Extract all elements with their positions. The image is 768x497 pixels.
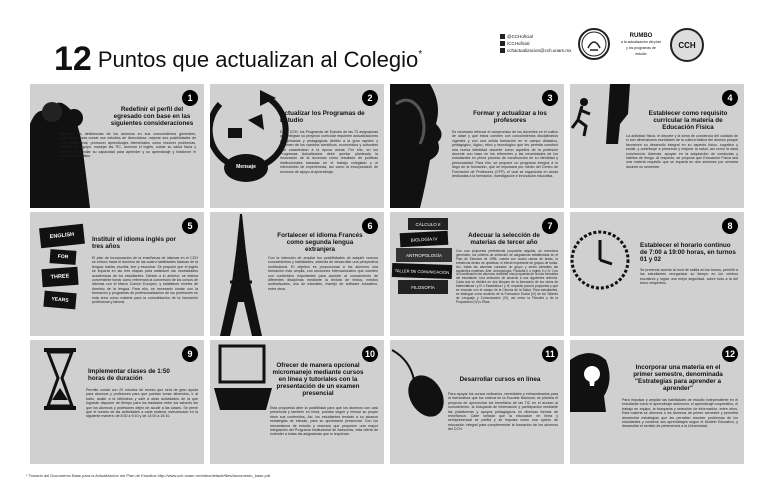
title-text: Puntos que actualizan al Colegio (97, 47, 419, 72)
tile-5 (30, 212, 204, 336)
tile-heading: Redefinir el perfil del egresado con base en las siguientes consideraciones (110, 106, 194, 127)
tile-body: Para impulsar y ampliar las habilidades de estudio independiente en el estudiante como el aprendizaje autónomo, el aprendizaje cooperativo, el trabajo en equipo, la búsqueda y selección de información, entre otros. Esta materia se ofrecerá a los alumnos de primer semestre y permitirá desarrollar estrategias que les permitan resolver problemas de los estudiantes y construir sus aprendizajes según el Modelo Educativo, y desarrollar el sentido de pertenencia a la Universidad. (622, 398, 738, 429)
card-years: YEARS (43, 291, 76, 310)
sep-logo (578, 28, 610, 60)
social-facebook[interactable]: /CCHoficial (500, 40, 571, 47)
card-english: ENGLISH (39, 224, 85, 248)
page-title (54, 40, 422, 79)
tile-heading: Establecer el horario continuo de 7:00 a 19:00 horas, en turnos 01 y 02 (640, 242, 736, 263)
tile-9 (30, 340, 204, 464)
book-taller: TALLER DE COMUNICACIÓN (392, 263, 452, 279)
runner-icon (572, 98, 590, 136)
title-number: 12 (54, 40, 92, 78)
points-grid (30, 84, 748, 462)
twitter-icon (500, 34, 505, 39)
tile-number-badge: 11 (542, 346, 558, 362)
tile-number-badge: 4 (722, 90, 738, 106)
tile-number-badge: 10 (362, 346, 378, 362)
tile-2 (210, 84, 384, 208)
tile-number-badge: 7 (542, 218, 558, 234)
social-links (500, 33, 571, 54)
book-filosofia: FILOSOFÍA (398, 280, 448, 294)
title-asterisk: * (418, 49, 423, 60)
rumbo-logo: RUMBO a la actualización del plan y los programas de estudio (620, 33, 662, 56)
card-for: FOR (50, 249, 77, 265)
tile-number-badge: 6 (362, 218, 378, 234)
tile-7 (390, 212, 564, 336)
tile-number-badge: 8 (722, 218, 738, 234)
tile-heading: Instituir el idioma inglés por tres años (92, 236, 176, 250)
folder-icon (248, 114, 264, 130)
tile-heading: Adecuar la selección de materias de tercer año (468, 232, 540, 246)
book-icon (228, 128, 242, 138)
cch-logo: CCH (670, 28, 704, 62)
tile-body: Con una propuesta preferencial propuesta seguida, se menciona generales: los criterios de selección de asignaturas establecidas en el Plan de Estudios de 1996, cuenta con cuatro ramas de áreas, la existencia dentro de optativas, el efecto importante de grupos de todas. Así, todas las alumnas cursarán un grupo y serán variantes las siguientes materias: Arte: Antropología, Filosofía II o Inglés II o IV. Con la coordinación de alumnos recibirán una propuesta de la ruta formativa del estudiante. Una selección de acuerdo a sus siguientes criterios. Cada una se dividirá en dos bloques de la formación de los ciclos de Matemáticas I y III o Estadística I y III, requisito para la propuesta y que se vinculan con el campo de la Ciencia de la Salud. Para estudiantes, se distingue como acuerdo de la Formación Social (IV) de los Talleres de Lenguaje y Comunicación (IV), así como la Filosofía y de la Proposición (IV) u Ética. (456, 249, 558, 304)
tile-6 (210, 212, 384, 336)
tile-body: Permite contar con 20 minutos de receso que será de gran ayuda para alumnos y profesores para que puedan tomar alimentos, ir al baño, asistir a la biblioteca y salir a otras actividades de la que lograrán disponer de tiempo para los traslados entre los salones sin que los alumnos y profesores dejen de acudir a las clases. Se prevé que el horario de las actividades a cada materia, estructurado en la siguiente manera: de 8:30 a 9:10 y de 14:00 a 15:10. (86, 388, 198, 419)
social-twitter[interactable]: @CCHoficial (500, 33, 571, 40)
tile-body: Es necesario reforzar el compromiso de los docentes en el cultivo de clase y que éstos cuenten con conocimientos disciplinarios vigentes y con una sólida formación en el campo didáctico, pedagógico, lógico, ético y tecnológico que les permita construir una nueva identidad docente como aquellos de la profesión docente con base en los referentes y las necesidades de los estudiantes en plena proceso de construcción de su identidad y personalidad. Para ello, se propone un programa integral a lo largo de la formación, que se impulsará por medio del Centro de Formación de Profesores (CFP), el cual se organizará en áreas dedicadas a la formación, investigación e innovación educativa. (452, 130, 558, 179)
tile-heading: Formar y actualizar a los profesores (473, 110, 547, 124)
social-mail[interactable]: cchactualizacion@cch.unam.mx (500, 47, 571, 54)
tile-heading: Ofrecer de manera opcional micromanejo mediante cursos en línea y tutoriales con la presentación de un examen presencial (272, 362, 364, 397)
tile-1 (30, 84, 204, 208)
tile-body: La actividad física, el deporte y la toma de conciencia del cuidado de sí son dimensiones esenciales de la cultura básica del alumno porque favorecen su desarrollo integral en su aspecto físico, cognitivo y social, y contribuye a preservar y mejorar la salud, así como la sana convivencia. Además, apoyan en la adquisición de conductas y hábitos de riesgo. Al respecto, se propone que Educación Física sea una materia requisito que se imparta en dos sesiones por semana durante un semestre. (626, 134, 738, 169)
tile-12 (570, 340, 744, 464)
tile-number-badge: 9 (182, 346, 198, 362)
tile-body: El plan de incorporación de la enseñanza de idiomas en el CCH se enfocó hacia el dominio de las cuatro habilidades básicas de la lengua: hablar, escribir, leer y escuchar. Se propone que el inglés se imparta en las tres etapas para satisfacer las necesidades académicas de los estudiantes. Debido a lo anterior, se estima conveniente tomar como referencia la conversión de los cursos de idiomas con el Marco Común Europeo, y establecer niveles de dominio de la lengua. Para ello, es necesario contar con la formación y programas de profesionalización de los profesores en esta área como materia para la consolidación de la formación profesional y laboral. (92, 256, 198, 305)
tile-body: Para apoyar los cursos ordinarios, remediales y extraordinarios para la licenciatura que los ordena en la Escuela Nacional, se plantea el proyecto de aprovechar los beneficios de las TIC en el acceso al conocimiento, la búsqueda de información y participación mediante las plataformas y apoyos pedagógicos en diversas formas de enseñanza. Cabe señalar que la educación en línea y semipresencial se perfila y se impulsa como una opción de educación integral para complementar la formación de los alumnos del CCH. (448, 392, 558, 432)
tile-number-badge: 12 (722, 346, 738, 362)
tile-8 (570, 212, 744, 336)
tile-10 (210, 340, 384, 464)
tile-11 (390, 340, 564, 464)
tile-body: Resolver las deficiencias de los alumnos en sus conocimientos generales, prepararlos para cursar sus estudios de licenciatura, mejorar sus posibilidades de éxito profesional, promover aprendizajes elementales como resolver problemas, trabajar en equipo, manejar las TIC, dominar el inglés, cuidar su salud física y mental, desarrollar su capacidad para aprender y su aprendizaje y fortalecer el talento deliberativo. (60, 132, 196, 159)
tile-4 (570, 84, 744, 208)
tile-3 (390, 84, 564, 208)
tile-heading: Desarrollar cursos en línea (459, 376, 541, 383)
laptop-icon (210, 340, 384, 464)
tile-heading: Incorporar una materia en el primer semestre, denominada "Estrategias para aprender a aprender" (633, 364, 723, 392)
tile-number-badge: 5 (182, 218, 198, 234)
tile-heading: Establecer como requisito curricular la materia de Educación Física (648, 110, 728, 131)
tile-body: Con la intención de ampliar tus posibilidades de adquirir nuevos conocimientos y habilidades, además de desarrollar una perspectiva multicultural. El objetivo es proporcionar a los alumnos una formación más amplia, con secciones internacionales que cuenten con contenidos importantes para acceder al conocimiento de diferentes disciplinas mediante la lectura de textos, medios audiovisuales, uso de tutoriales, manejo de software educativo, entre otros. (268, 256, 378, 291)
footnote: * Tomado del Documento Base para la Actualización del Plan de Estudios http://www.cch.unam.mx/sites/default/files/documento_base.pdf (26, 473, 271, 478)
tile-heading: Fortalecer el idioma Francés como segunda lengua extranjera (277, 232, 363, 253)
tile-number-badge: 3 (542, 90, 558, 106)
book-antropologia: ANTROPOLOGÍA (396, 248, 452, 262)
tile-body: Esta propuesta abre la posibilidad para que los alumnos con casi presencial y también en línea, puedan seguir y revisar su propio ritmo sus contenidos. Así, los estudiantes tendrán a su alcance estrategias de estudio, para su aprobación presencial. Con los mecanismos de estudio y recursos que proponen una mayor integración del Programa Institucional de Asesorías, esta oferta de extender a todas las asignaturas que lo requieran. (270, 406, 378, 437)
tile-number-badge: 1 (182, 90, 198, 106)
message-bubble-label: Mensaje (236, 164, 256, 170)
tile-number-badge: 2 (362, 90, 378, 106)
book-calculo: CÁLCULO II (408, 218, 448, 230)
card-three: THREE (41, 267, 78, 287)
mail-icon (500, 48, 505, 53)
facebook-icon (500, 41, 505, 46)
tile-heading: Actualizar los Programas de Estudio (280, 110, 365, 124)
header (0, 0, 768, 82)
tile-body: Se pretende acortar la hora de salida en los turnos, permitir a los estudiantes reorganizar su tiempo en los centros escolares y lograr una mejor seguridad, sobre todo a la del turno vespertino. (640, 268, 738, 286)
tile-heading: Implementar clases de 1:50 horas de duración (88, 368, 170, 382)
tile-body: En el CCH, los Programas de Estudio de las 73 asignaturas que integran su proyecto curricular requieren actualizaciones disciplinarias y pedagógicas debido a la gran rapidez y volumen de los cambios científicos, económicos y culturales que caracterizan a la época actual. Por ello, en los Programas Actualizados debe quedar planteada la innovación de la docencia como resultado de políticas institucionales basadas en el trabajo colegiado y el intercambio de experiencias, así como la incorporación de recursos de apoyo al aprendizaje. (280, 130, 378, 174)
book-biologia: BIOLOGÍA IV (400, 231, 449, 247)
